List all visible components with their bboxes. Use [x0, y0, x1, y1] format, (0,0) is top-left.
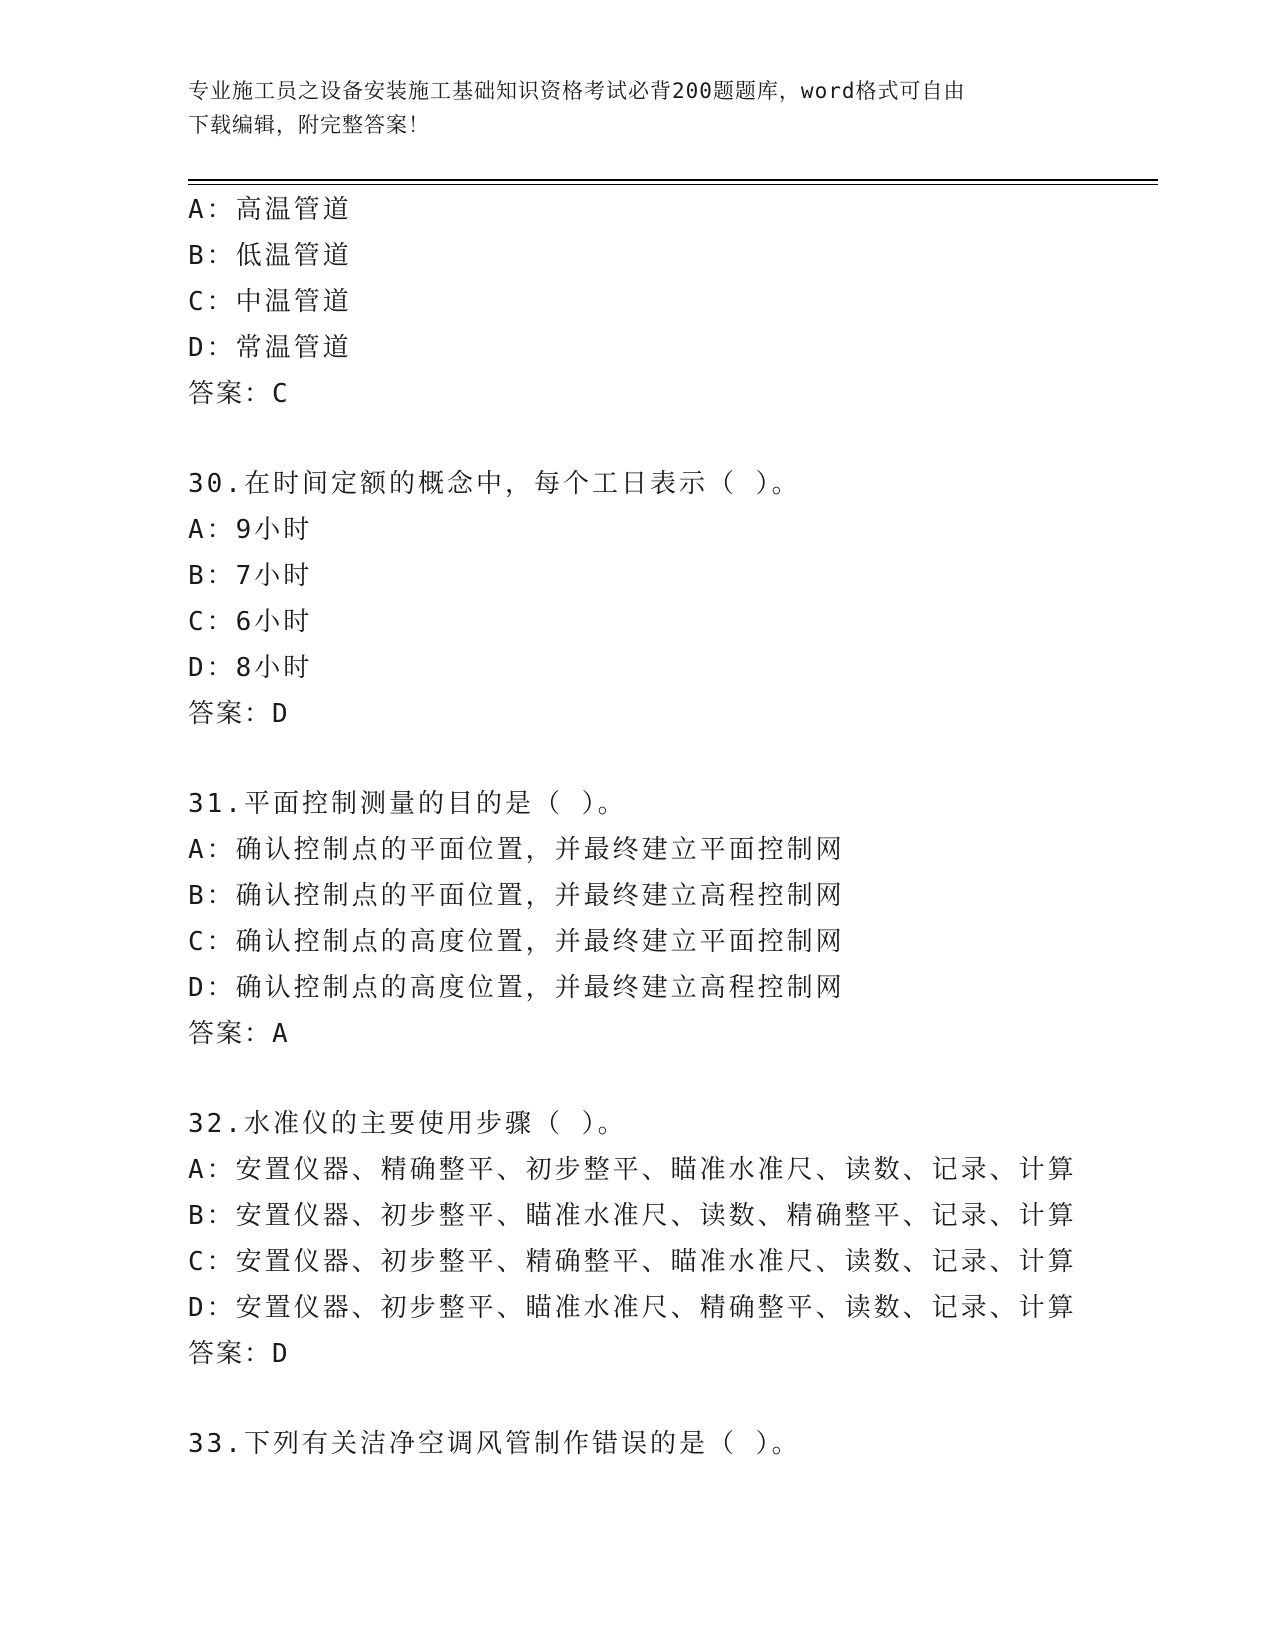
- question-31: [188, 781, 1188, 1057]
- option-d: D：确认控制点的高度位置，并最终建立高程控制网: [188, 973, 845, 1003]
- question-29: [188, 187, 1188, 417]
- option-c: C：中温管道: [188, 287, 352, 317]
- question-33: [188, 1421, 1188, 1467]
- header-line-1: 专业施工员之设备安装施工基础知识资格考试必背200题题库，word格式可自由: [188, 79, 966, 103]
- header-line-2: 下载编辑，附完整答案！: [188, 113, 430, 137]
- option-c: C：确认控制点的高度位置，并最终建立平面控制网: [188, 927, 845, 957]
- option-a: A：高温管道: [188, 195, 352, 225]
- option-a: A：9小时: [188, 515, 313, 545]
- answer: 答案：D: [188, 699, 290, 729]
- option-b: B：安置仪器、初步整平、瞄准水准尺、读数、精确整平、记录、计算: [188, 1201, 1077, 1231]
- option-d: D：安置仪器、初步整平、瞄准水准尺、精确整平、读数、记录、计算: [188, 1293, 1077, 1323]
- option-d: D：常温管道: [188, 333, 352, 363]
- question-list: [188, 187, 1188, 1467]
- header-divider-thin: [188, 184, 1158, 185]
- question-stem: 31.平面控制测量的目的是（ ）。: [188, 789, 627, 819]
- answer: 答案：A: [188, 1019, 290, 1049]
- option-b: B：7小时: [188, 561, 313, 591]
- question-32: [188, 1101, 1188, 1377]
- option-a: A：确认控制点的平面位置，并最终建立平面控制网: [188, 835, 845, 865]
- answer: 答案：C: [188, 379, 290, 409]
- header-divider-thick: [188, 179, 1158, 181]
- question-stem: 33.下列有关洁净空调风管制作错误的是（ ）。: [188, 1429, 801, 1459]
- spacer: [188, 417, 1188, 461]
- option-c: C：6小时: [188, 607, 313, 637]
- spacer: [188, 1057, 1188, 1101]
- option-d: D：8小时: [188, 653, 313, 683]
- question-stem: 32.水准仪的主要使用步骤（ ）。: [188, 1109, 627, 1139]
- option-b: B：确认控制点的平面位置，并最终建立高程控制网: [188, 881, 845, 911]
- question-stem: 30.在时间定额的概念中，每个工日表示（ ）。: [188, 469, 801, 499]
- option-b: B：低温管道: [188, 241, 352, 271]
- spacer: [188, 737, 1188, 781]
- option-c: C：安置仪器、初步整平、精确整平、瞄准水准尺、读数、记录、计算: [188, 1247, 1077, 1277]
- spacer: [188, 1377, 1188, 1421]
- document-header: [188, 74, 1088, 142]
- question-30: [188, 461, 1188, 737]
- option-a: A：安置仪器、精确整平、初步整平、瞄准水准尺、读数、记录、计算: [188, 1155, 1077, 1185]
- answer: 答案：D: [188, 1339, 290, 1369]
